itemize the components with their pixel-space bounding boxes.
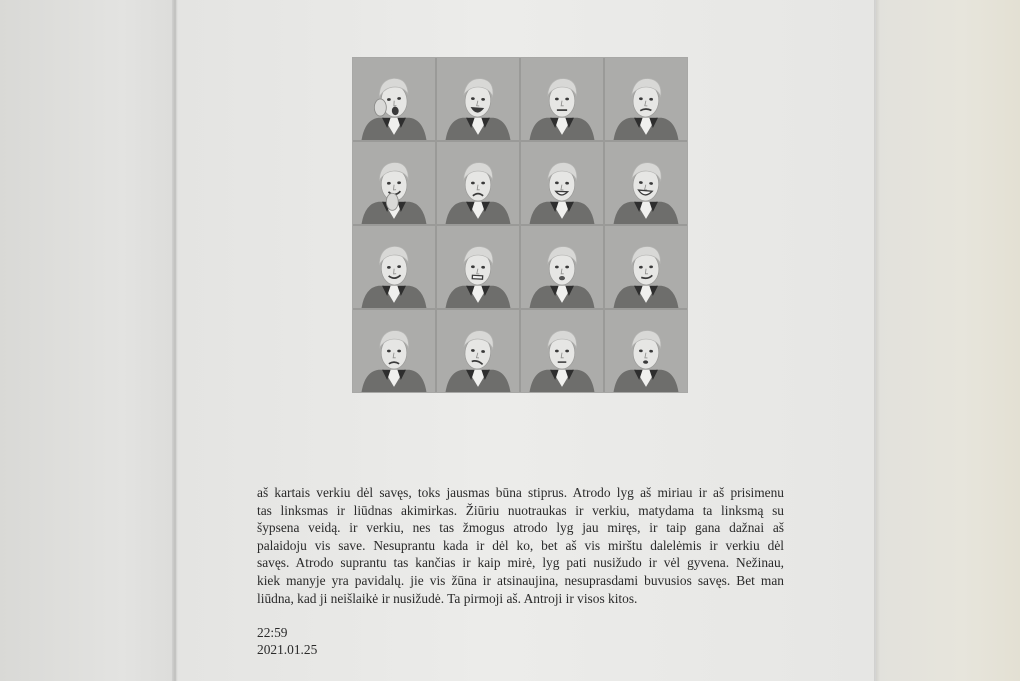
portrait-photo bbox=[605, 142, 687, 224]
portrait-photo bbox=[605, 58, 687, 140]
portrait-photo bbox=[437, 310, 519, 392]
time-stamp: 22:59 bbox=[257, 625, 288, 640]
portrait-photo bbox=[521, 58, 603, 140]
portrait-photo bbox=[521, 310, 603, 392]
portrait-photo bbox=[521, 226, 603, 308]
poem-paragraph bbox=[257, 484, 784, 607]
portrait-photo bbox=[353, 58, 435, 140]
portrait-photo bbox=[353, 226, 435, 308]
left-page bbox=[0, 0, 176, 681]
paragraph-line-3: šypsena veidą. ir verkiu, nes tas žmogus atrodo lyg jau miręs, ir taip gana dažnai aš bbox=[257, 520, 784, 536]
portrait-photo bbox=[437, 58, 519, 140]
portrait-photo bbox=[437, 142, 519, 224]
portrait-photo bbox=[353, 142, 435, 224]
paragraph-line-7: liūdna, kad ji neišlaikė ir nusižudė. Ta pirmoji aš. Antroji ir visos kitos. bbox=[257, 590, 638, 606]
paragraph-line-5: savęs. Atrodo suprantu tas kančias ir kaip mirė, lyg pati nusižudo ir vėl gyvena. Nežinau, bbox=[257, 555, 784, 571]
portrait-photo bbox=[521, 142, 603, 224]
page-edge-shadow bbox=[874, 0, 880, 681]
page-fold bbox=[172, 0, 178, 681]
portrait-photo bbox=[605, 310, 687, 392]
date-stamp: 2021.01.25 bbox=[257, 642, 318, 657]
portrait-photo-grid bbox=[353, 58, 687, 392]
paragraph-line-2: tas linksmas ir liūdnas akimirkas. Žiūriu nuotraukas ir verkiu, matydama ta linksmą su bbox=[257, 502, 784, 518]
portrait-photo bbox=[353, 310, 435, 392]
paragraph-line-1: aš kartais verkiu dėl savęs, toks jausmas būna stiprus. Atrodo lyg aš miriau ir aš prisimenu bbox=[257, 485, 784, 500]
portrait-photo bbox=[605, 226, 687, 308]
portrait-photo bbox=[437, 226, 519, 308]
paragraph-line-6: kiek manyje yra pavidalų. jie vis žūna ir atsinaujina, nesuprasdami buvusios savęs. Bet man bbox=[257, 572, 784, 588]
background-edge bbox=[876, 0, 1020, 681]
paragraph-line-4: palaidoju vis save. Nesuprantu kada ir dėl ko, bet aš vis mirštu dalelėmis ir verkiu dėl bbox=[257, 537, 784, 553]
